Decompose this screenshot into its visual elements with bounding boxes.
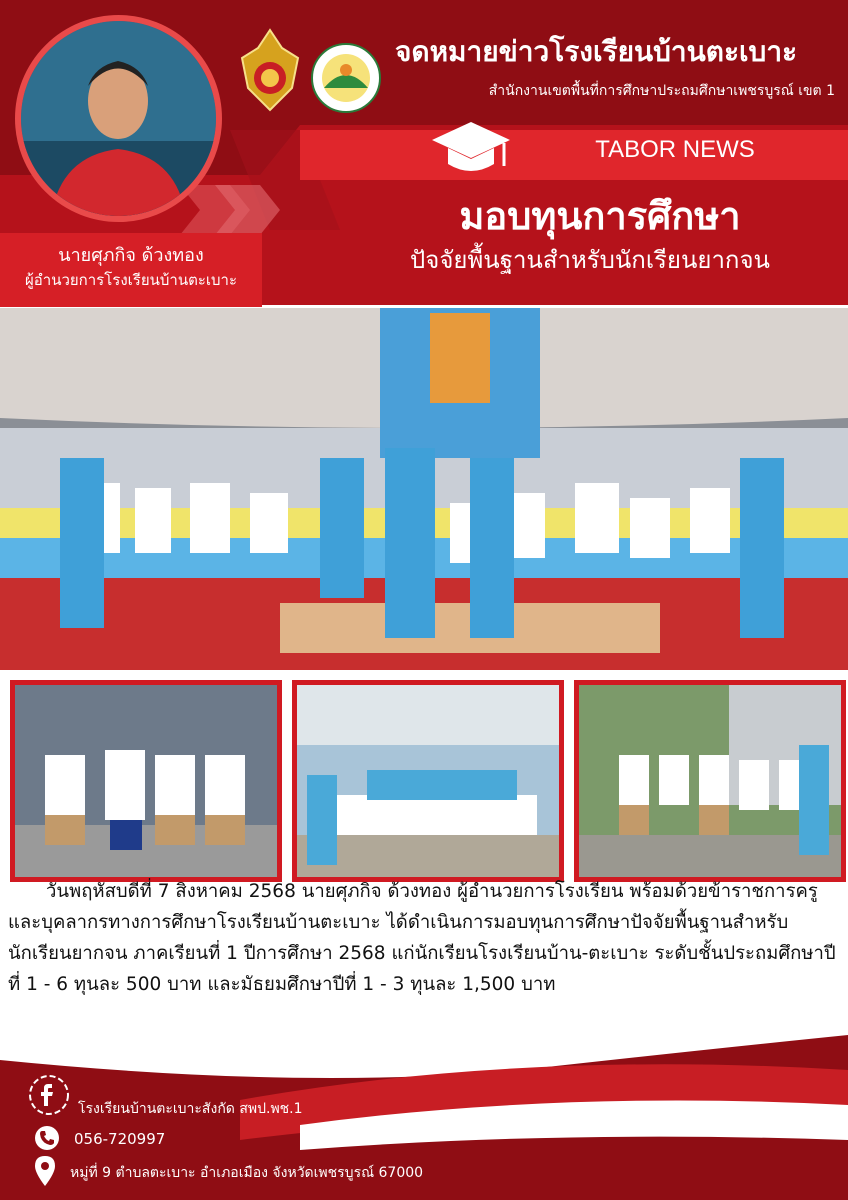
phone-icon [34, 1125, 60, 1151]
tabor-news-tag: TABOR NEWS [595, 136, 755, 163]
event-photo-1 [10, 680, 282, 882]
director-name: นายศุภกิจ ด้วงทอง [58, 245, 204, 266]
school-address: หมู่ที่ 9 ตำบลตะเบาะ อำเภอเมือง จังหวัดเพชรบูรณ์ 67000 [70, 1165, 424, 1181]
director-portrait [15, 15, 222, 222]
facebook-page-name[interactable]: โรงเรียนบ้านตะเบาะสังกัด สพป.พช.1 [78, 1101, 303, 1117]
office-subtitle: สำนักงานเขตพื้นที่การศึกษาประถมศึกษาเพชรบูรณ์ เขต 1 [488, 83, 835, 99]
event-photo-3 [574, 680, 846, 882]
main-ceremony-photo [0, 308, 848, 670]
location-pin-icon [34, 1155, 56, 1187]
graduation-cap-icon [430, 118, 512, 184]
phone-number[interactable]: 056-720997 [74, 1130, 166, 1148]
director-position: ผู้อำนวยการโรงเรียนบ้านตะเบาะ [24, 271, 238, 289]
news-body-paragraph: วันพฤหัสบดีที่ 7 สิงหาคม 2568 นายศุภกิจ ด้วงทอง ผู้อำนวยการโรงเรียน พร้อมด้วยข้าราชการครู และบุคลากรทางการศึกษาโรงเรียนบ้านตะเบาะ ได้ดำเนินการมอบทุนการศึกษาปัจจัยพื้นฐานสำหรับนักเรียนยากจน ภาคเรียนที่ 1 ปีการศึกษา 2568 แก่นักเรียนโรงเรียนบ้าน-ตะเบาะ ระดับชั้นประถมศึกษาปีที่ 1 - 6 ทุนละ 500 บาท และมัธยมศึกษาปีที่ 1 - 3 ทุนละ 1,500 บาท [8, 881, 836, 995]
subheadline: ปัจจัยพื้นฐานสำหรับนักเรียนยากจน [410, 246, 770, 274]
newsletter-title: จดหมายข่าวโรงเรียนบ้านตะเบาะ [395, 35, 798, 68]
facebook-icon[interactable] [28, 1074, 70, 1116]
headline: มอบทุนการศึกษา [459, 194, 741, 238]
school-logo-icon [310, 42, 382, 114]
obec-emblem-icon [238, 28, 302, 112]
event-photo-2 [292, 680, 564, 882]
